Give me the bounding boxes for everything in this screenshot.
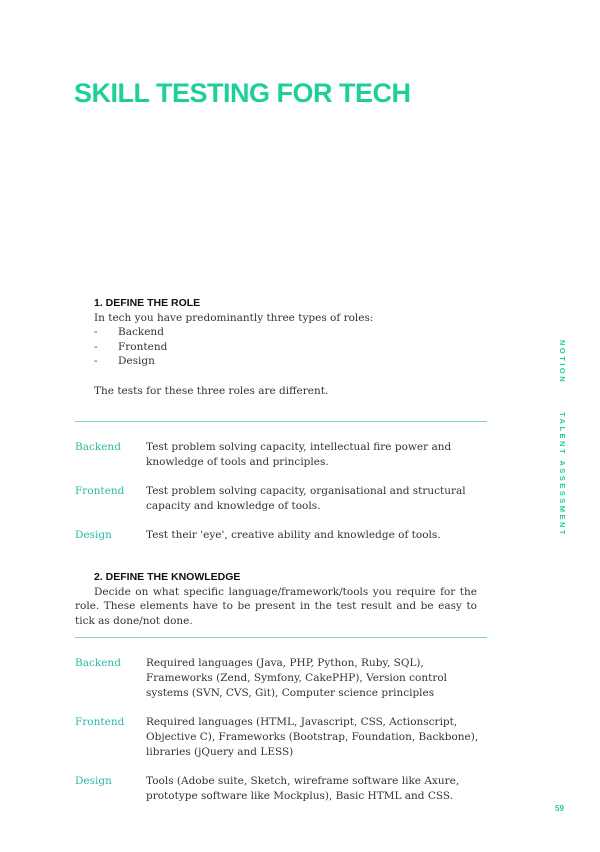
intro-text: In tech you have predominantly three types of roles:: [94, 311, 374, 324]
table-row: Backend Required languages (Java, PHP, Python, Ruby, SQL), Frameworks (Zend, Symfony, CakePHP), Version control systems (SVN, CVS, Git), Computer science principles: [75, 657, 448, 699]
brand-label: NOTION: [558, 340, 567, 385]
divider: [75, 421, 487, 422]
list-item: - Frontend: [94, 340, 168, 353]
table-row: Backend Test problem solving capacity, intellectual fire power and knowledge of tools and principles.: [75, 441, 452, 468]
table-row: Frontend Required languages (HTML, Javascript, CSS, Actionscript, Objective C), Frameworks (Bootstrap, Foundation, Backbone), libraries (jQuery and LESS): [75, 716, 479, 758]
list-item: - Backend: [94, 326, 164, 339]
section-heading: 1. DEFINE THE ROLE: [94, 297, 201, 309]
table-row: Design Tools (Adobe suite, Sketch, wireframe software like Axure, prototype software like Mockplus), Basic HTML and CSS.: [75, 775, 460, 802]
page-title: SKILL TESTING FOR TECH: [74, 78, 411, 108]
divider: [75, 637, 487, 638]
section-label: TALENT ASSESSMENT: [558, 412, 567, 538]
section-text: Decide on what specific language/framework/tools you require for the role. These elements have to be present in the test result and be easy to tick as done/not done.: [75, 585, 477, 627]
list-item: - Design: [94, 355, 155, 368]
page-number: 59: [555, 804, 564, 813]
section-define-role: [94, 296, 494, 398]
table-row: Frontend Test problem solving capacity, organisational and structural capacity and knowledge of tools.: [75, 485, 466, 512]
table-row: Design Test their 'eye', creative ability and knowledge of tools.: [75, 529, 441, 541]
section-heading: 2. DEFINE THE KNOWLEDGE: [94, 571, 241, 583]
section-define-knowledge: [75, 570, 475, 628]
knowledge-table: [75, 656, 495, 818]
outro-text: The tests for these three roles are different.: [94, 384, 329, 397]
roles-table: [75, 440, 495, 557]
